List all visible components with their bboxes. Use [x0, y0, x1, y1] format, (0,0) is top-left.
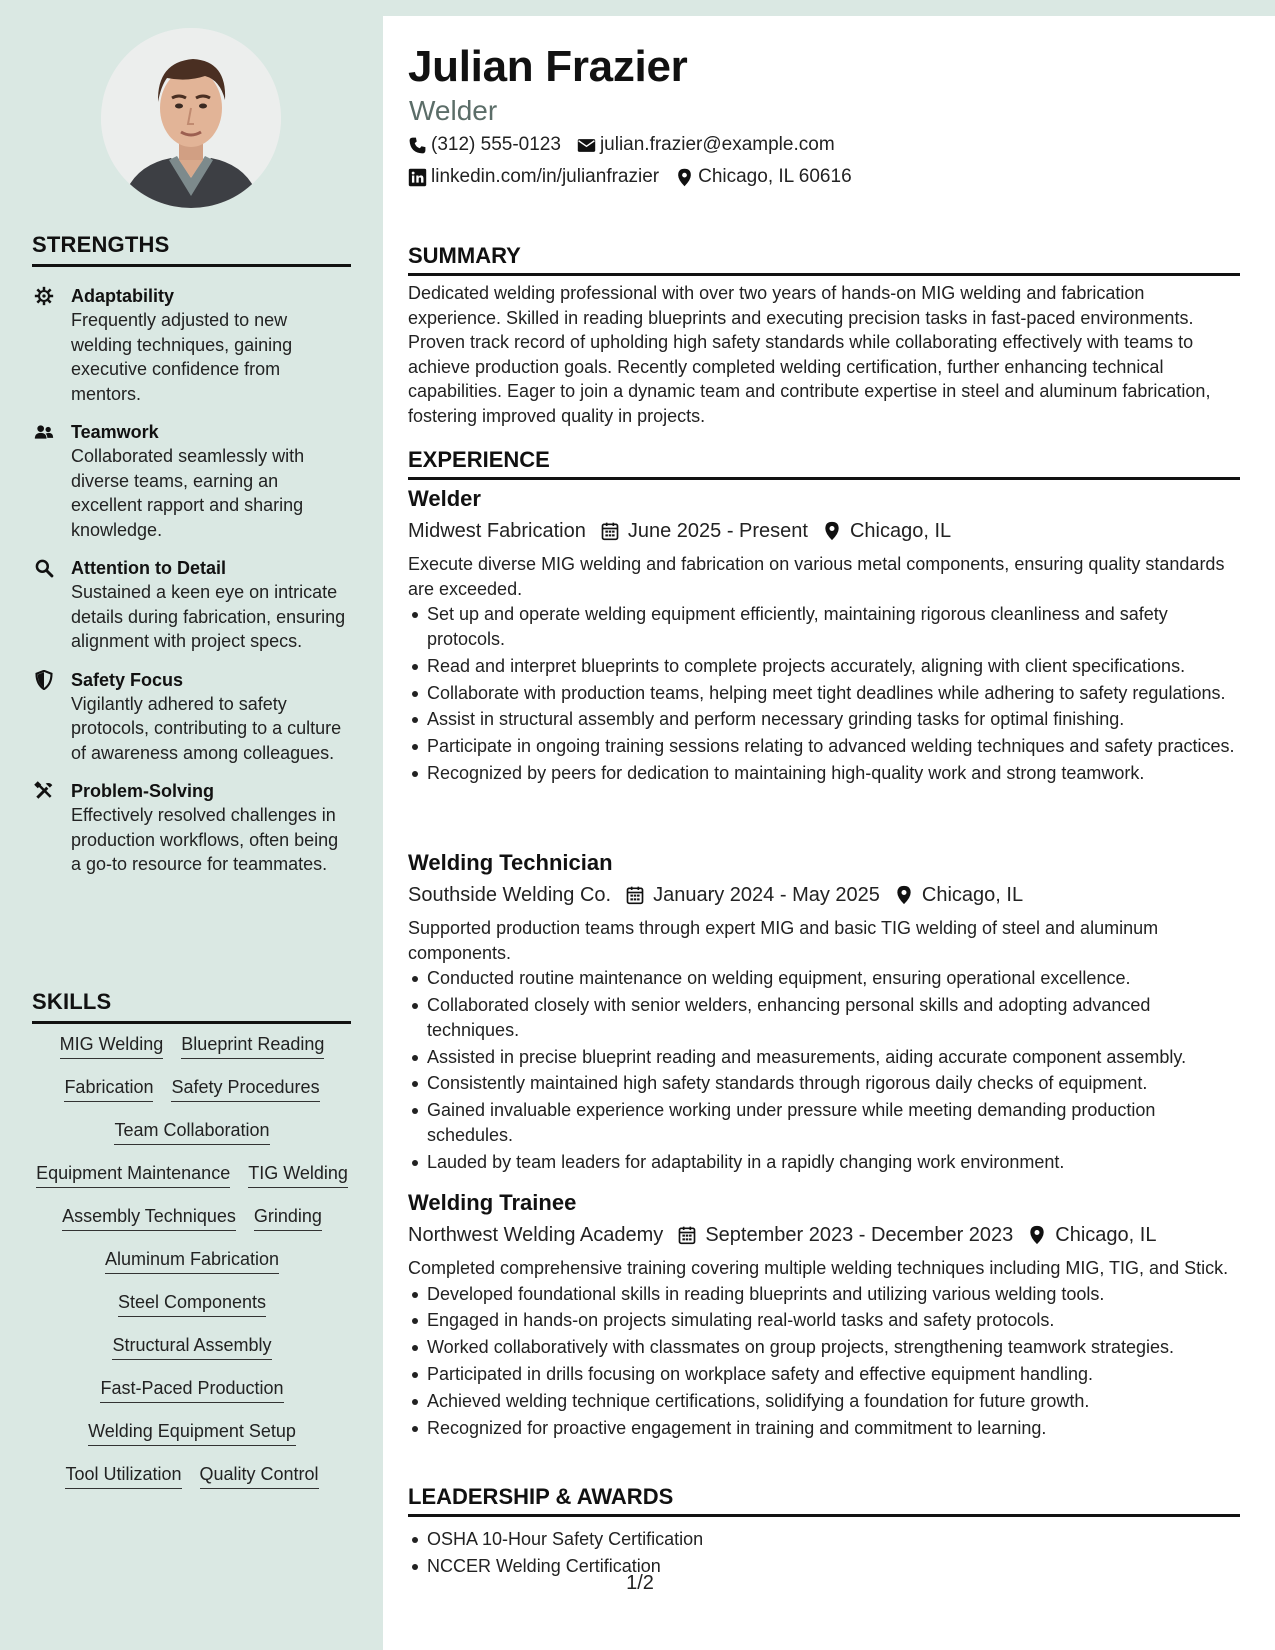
- avatar: [101, 28, 281, 208]
- calendar-icon: [600, 521, 620, 541]
- job-entry: [408, 1188, 1240, 1443]
- job-description: Execute diverse MIG welding and fabrication on various metal components, ensuring quality standards are exceeded.: [408, 554, 1225, 599]
- awards-heading: LEADERSHIP & AWARDS: [408, 1484, 1240, 1517]
- skill-tag: Fabrication: [64, 1075, 153, 1102]
- job-company: Midwest Fabrication: [408, 520, 586, 542]
- bullet-item: Assist in structural assembly and perform necessary grinding tasks for optimal finishing.: [408, 707, 1240, 732]
- job-location-text: Chicago, IL: [921, 884, 1024, 906]
- envelope-icon: [577, 136, 596, 155]
- bullet-item: Conducted routine maintenance on welding equipment, ensuring operational excellence.: [408, 966, 1240, 991]
- job-bullets: [408, 602, 1240, 786]
- awards-list: [408, 1526, 1240, 1581]
- strength-item: [32, 779, 352, 877]
- skill-tag: MIG Welding: [60, 1032, 164, 1059]
- skill-tag: Grinding: [254, 1204, 322, 1231]
- bullet-item: Consistently maintained high safety standards through rigorous daily checks of equipment.: [408, 1071, 1240, 1096]
- phone-text: (312) 555-0123: [431, 134, 561, 155]
- linkedin-text[interactable]: linkedin.com/in/julianfrazier: [431, 166, 660, 187]
- strength-title: Problem-Solving: [71, 781, 215, 801]
- skill-tag: Fast-Paced Production: [100, 1376, 283, 1403]
- gear-icon: [32, 285, 56, 307]
- job-title: Welding Trainee: [408, 1190, 577, 1215]
- skill-tag: Aluminum Fabrication: [105, 1247, 279, 1274]
- location-text: Chicago, IL 60616: [698, 166, 852, 187]
- skill-tag: Equipment Maintenance: [36, 1161, 230, 1188]
- skills-heading: SKILLS: [32, 989, 351, 1024]
- job-dates-text: January 2024 - May 2025: [653, 884, 880, 906]
- job-location-text: Chicago, IL: [1055, 1224, 1157, 1246]
- summary-text: Dedicated welding professional with over two years of hands-on MIG welding and fabrication experience. Skilled in reading blueprints and executing precision tasks in fast-paced environments. Proven track record of upholding high safety standards while collaborating effectively with teams to achieve production goals. Recently completed welding certification, further enhancing technical capabilities. Eager to join a dynamic team and contribute expertise in steel and aluminum fabrication, fostering improved quality in projects.: [408, 283, 1211, 426]
- summary-heading: SUMMARY: [408, 243, 1240, 276]
- bullet-item: Recognized by peers for dedication to maintaining high-quality work and strong teamwork.: [408, 761, 1240, 786]
- award-bullets: [408, 1527, 1240, 1578]
- linkedin-icon: [408, 168, 427, 187]
- map-pin-icon: [1027, 1225, 1047, 1245]
- strength-desc: Frequently adjusted to new welding techniques, gaining executive confidence from mentors.: [71, 310, 293, 404]
- location-contact: [675, 166, 852, 188]
- job-meta: [408, 880, 1240, 910]
- strength-item: [32, 284, 352, 406]
- calendar-icon: [677, 1225, 697, 1245]
- job-title: Welder: [408, 486, 481, 511]
- users-icon: [32, 421, 56, 443]
- profile-photo: [101, 28, 281, 208]
- skill-tag: Welding Equipment Setup: [88, 1419, 296, 1446]
- skill-tag: Team Collaboration: [114, 1118, 269, 1145]
- skill-tag: Quality Control: [200, 1462, 319, 1489]
- award-item: NCCER Welding Certification: [408, 1554, 1240, 1579]
- contact-row-1: [408, 134, 835, 156]
- skill-tag: Assembly Techniques: [62, 1204, 236, 1231]
- phone-icon: [408, 136, 427, 155]
- bullet-item: Engaged in hands-on projects simulating real-world tasks and safety protocols.: [408, 1308, 1240, 1333]
- strength-desc: Vigilantly adhered to safety protocols, contributing to a culture of awareness among colleagues.: [71, 693, 342, 763]
- job-dates-text: September 2023 - December 2023: [705, 1224, 1014, 1246]
- strength-title: Teamwork: [71, 422, 159, 442]
- bullet-item: Collaborated closely with senior welders, enhancing personal skills and adopting advanced techniques.: [408, 993, 1240, 1042]
- bullet-item: Lauded by team leaders for adaptability in a rapidly changing work environment.: [408, 1150, 1240, 1175]
- map-pin-icon: [894, 885, 914, 905]
- bullet-item: Gained invaluable experience working under pressure while meeting demanding production schedules.: [408, 1098, 1240, 1147]
- bullet-item: Collaborate with production teams, helping meet tight deadlines while adhering to safety regulations.: [408, 681, 1240, 706]
- strength-item: [32, 420, 352, 542]
- job-location: [822, 516, 951, 546]
- strength-title: Adaptability: [71, 286, 175, 306]
- map-pin-icon: [675, 168, 694, 187]
- bullet-item: Read and interpret blueprints to complete projects accurately, aligning with client specifications.: [408, 654, 1240, 679]
- candidate-name: Julian Frazier: [408, 42, 688, 91]
- phone-contact: [408, 134, 561, 156]
- bullet-item: Assisted in precise blueprint reading and measurements, aiding accurate component assembly.: [408, 1045, 1240, 1070]
- skill-tag: TIG Welding: [248, 1161, 348, 1188]
- tools-icon: [32, 780, 56, 802]
- bullet-item: Recognized for proactive engagement in training and commitment to learning.: [408, 1416, 1240, 1441]
- job-location: [1027, 1220, 1156, 1250]
- job-description: Completed comprehensive training covering multiple welding techniques including MIG, TIG, and Stick.: [408, 1258, 1229, 1278]
- job-meta: [408, 516, 1240, 546]
- job-dates: [625, 880, 880, 910]
- job-entry: [408, 484, 1240, 788]
- bullet-item: Worked collaboratively with classmates on group projects, strengthening teamwork strategies.: [408, 1335, 1240, 1360]
- strength-item: [32, 668, 352, 766]
- job-bullets: [408, 1282, 1240, 1441]
- strength-desc: Effectively resolved challenges in production workflows, often being a go-to resource for teammates.: [71, 805, 339, 874]
- calendar-icon: [625, 885, 645, 905]
- page-number: 1/2: [626, 1572, 654, 1594]
- search-icon: [32, 557, 56, 579]
- job-dates-text: June 2025 - Present: [627, 520, 808, 542]
- job-meta: [408, 1220, 1240, 1250]
- skill-tag: Steel Components: [118, 1290, 266, 1317]
- job-dates: [600, 516, 808, 546]
- skill-tag: Tool Utilization: [65, 1462, 181, 1489]
- skill-tag: Structural Assembly: [112, 1333, 271, 1360]
- strength-title: Safety Focus: [71, 669, 184, 690]
- candidate-role: Welder: [409, 95, 498, 126]
- strength-item: [32, 556, 352, 654]
- strength-desc: Sustained a keen eye on intricate details during fabrication, ensuring alignment with project specs.: [71, 582, 346, 651]
- job-bullets: [408, 966, 1240, 1174]
- bullet-item: Achieved welding technique certifications, solidifying a foundation for future growth.: [408, 1389, 1240, 1414]
- bullet-item: Set up and operate welding equipment efficiently, maintaining rigorous cleanliness and safety protocols.: [408, 602, 1240, 651]
- email-text[interactable]: julian.frazier@example.com: [599, 134, 835, 155]
- strength-title: Attention to Detail: [71, 558, 226, 578]
- job-company: Northwest Welding Academy: [408, 1224, 664, 1246]
- shield-icon: [32, 669, 56, 691]
- experience-heading: EXPERIENCE: [408, 447, 1240, 480]
- map-pin-icon: [822, 521, 842, 541]
- skill-tag: Blueprint Reading: [181, 1032, 324, 1059]
- strengths-list: [32, 284, 352, 891]
- bullet-item: Participated in drills focusing on workplace safety and effective equipment handling.: [408, 1362, 1240, 1387]
- job-location-text: Chicago, IL: [849, 520, 952, 542]
- skills-list: [32, 1032, 352, 1489]
- job-description: Supported production teams through expert MIG and basic TIG welding of steel and aluminum components.: [408, 918, 1159, 963]
- skill-tag: Safety Procedures: [171, 1075, 319, 1102]
- strength-desc: Collaborated seamlessly with diverse teams, earning an excellent rapport and sharing knowledge.: [71, 446, 305, 540]
- bullet-item: Developed foundational skills in reading blueprints and utilizing various welding tools.: [408, 1282, 1240, 1307]
- linkedin-contact[interactable]: [408, 166, 659, 188]
- job-company: Southside Welding Co.: [408, 884, 612, 906]
- email-contact[interactable]: [577, 134, 835, 156]
- job-location: [894, 880, 1023, 910]
- strengths-heading: STRENGTHS: [32, 232, 351, 267]
- job-title: Welding Technician: [408, 850, 613, 875]
- award-item: OSHA 10-Hour Safety Certification: [408, 1527, 1240, 1552]
- contact-row-2: [408, 166, 852, 188]
- job-entry: [408, 848, 1240, 1177]
- job-dates: [677, 1220, 1013, 1250]
- bullet-item: Participate in ongoing training sessions relating to advanced welding techniques and safety practices.: [408, 734, 1240, 759]
